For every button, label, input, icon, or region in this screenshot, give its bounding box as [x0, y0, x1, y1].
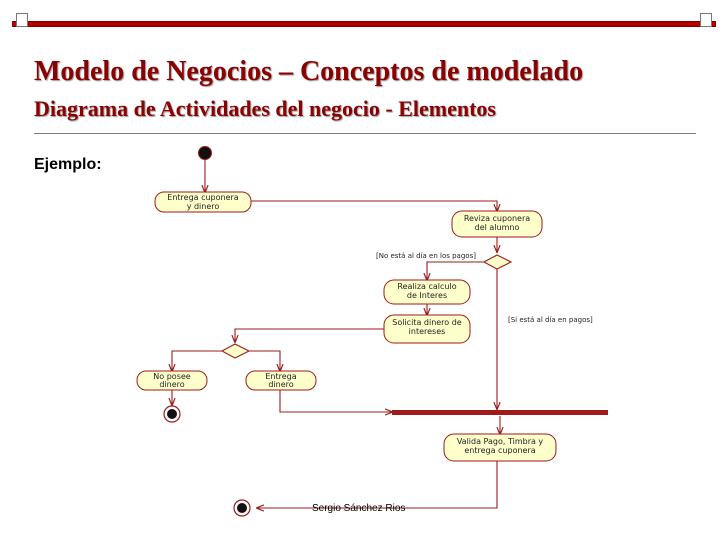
- initial-node: [199, 147, 212, 160]
- flow-decision2-to-entrega-dinero: [249, 351, 280, 371]
- activity-valida-pago: [444, 434, 556, 461]
- activity-reviza-cuponera-line1: Reviza cuponera: [463, 214, 531, 223]
- flow-solicita-to-decision2: [235, 329, 385, 342]
- activity-entrega-cuponera-line1: Entrega cuponera: [167, 193, 239, 202]
- activity-entrega-cuponera: [155, 192, 251, 212]
- flow-decision-to-realiza: [427, 262, 484, 280]
- flow-entrega-dinero-to-fork: [280, 390, 392, 412]
- decision-payment-status: [484, 255, 511, 269]
- guard-no-esta-al-dia: [No está al día en los pagos]: [376, 252, 476, 260]
- flow-valida-to-end: [257, 461, 497, 508]
- activity-reviza-cuponera: [452, 211, 542, 237]
- activity-entrega-cuponera-line2: y dinero: [186, 202, 220, 211]
- final-node-end: [234, 500, 250, 516]
- activity-entrega-dinero: [246, 371, 316, 390]
- guard-si-esta-al-dia: [Si está al día en pagos]: [508, 316, 593, 324]
- final-node-no-money: [164, 406, 180, 422]
- example-label: Ejemplo:: [34, 156, 102, 173]
- activity-entrega-dinero-line2: dinero: [268, 380, 294, 389]
- flow-decision2-to-noposee: [172, 351, 222, 371]
- activity-solicita-dinero-line1: Solicita dinero de: [392, 318, 462, 327]
- activity-no-posee-line1: No posee: [153, 372, 191, 381]
- activity-entrega-dinero-line1: Entrega: [265, 372, 297, 381]
- footer-author: Sergio Sánchez Rios: [312, 503, 406, 514]
- activity-no-posee-dinero: [137, 371, 207, 390]
- activity-solicita-dinero-line2: intereses: [408, 327, 446, 336]
- activity-no-posee-line2: dinero: [159, 380, 185, 389]
- decision-has-money: [222, 344, 249, 358]
- activity-solicita-dinero: [384, 315, 470, 343]
- slide-subtitle: Diagrama de Actividades del negocio - Elementos: [34, 96, 496, 121]
- activity-valida-pago-line2: entrega cuponera: [464, 446, 536, 455]
- activity-realiza-calculo-line1: Realiza calculo: [397, 282, 457, 291]
- activity-realiza-calculo: [384, 280, 470, 304]
- activity-reviza-cuponera-line2: del alumno: [474, 223, 520, 232]
- flow-entrega-to-reviza: [250, 201, 497, 211]
- slide-title: Modelo de Negocios – Conceptos de modelado: [34, 56, 584, 87]
- join-bar: [392, 410, 608, 415]
- activity-valida-pago-line1: Valida Pago, Timbra y: [456, 437, 544, 446]
- activity-realiza-calculo-line2: de Interes: [406, 291, 448, 300]
